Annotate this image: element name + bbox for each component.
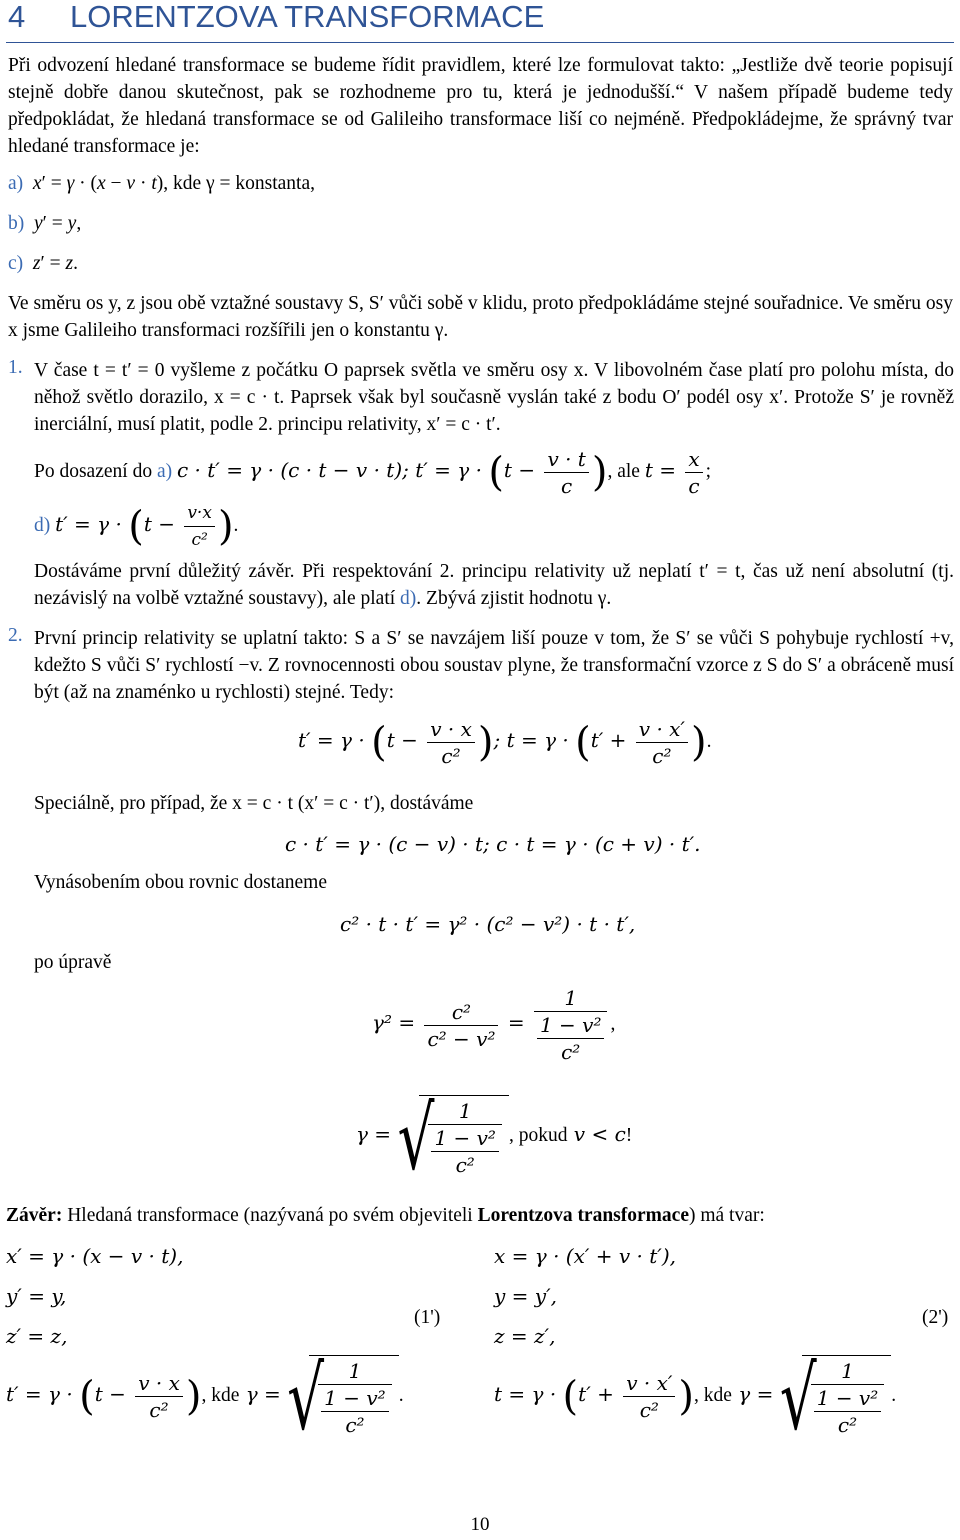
after-text: po úpravě <box>34 952 112 973</box>
conclusion1-text1: Dostáváme první důležitý závěr. Při respektování 2. principu relativity už neplatí t′ = t, čas už není absolutní (tj. nezávislý na volbě vztažné soustavy), ale platí <box>34 561 954 609</box>
item-d-label: d) <box>34 514 51 536</box>
item-c-label: c) <box>8 253 24 274</box>
eq-tag-2: (2') <box>922 1307 949 1328</box>
lorentz-t-prime: t′ = γ · (t − $\frac{v \cdot x}{\text{c²}}$ ), kde γ = √ $\frac{1}{\frac{\text{1 − v²}}{\text{c²}}}$ . <box>6 1347 404 1450</box>
item-b-label: b) <box>8 213 25 234</box>
item-c <box>8 253 78 275</box>
special-case-text: Speciálně, pro případ, že x = c · t (x′ = c · t′), dostáváme <box>34 793 474 814</box>
conclusion1-text2: . Zbývá zjistit hodnotu γ. <box>416 588 612 609</box>
subst-but: , ale <box>607 460 640 482</box>
axes-paragraph: Ve směru os y, z jsou obě vztažné soustavy S, S′ vůči sobě v klidu, proto předpokládáme stejné souřadnice. Ve směru osy x jsme Galileiho transformaci rozšířili jen o konstantu γ. <box>8 293 953 341</box>
lorentz-y-prime: y′ = y, <box>6 1284 67 1308</box>
chapter-title: LORENTZOVA TRANSFORMACE <box>70 0 545 34</box>
lorentz-x: x = γ · (x′ + v · t′), <box>494 1244 676 1268</box>
equation-gamma: γ = √ $\frac{1}{\frac{\text{1 − v²}}{\text{c²}}}$ , pokud v < c! <box>356 1087 633 1190</box>
equation-ct: c · t′ = γ · (c − v) · t; c · t = γ · (c + v) · t′. <box>285 832 701 856</box>
item-c-formula: z′ = z. <box>32 253 78 274</box>
intro-paragraph: Při odvození hledané transformace se budeme řídit pravidlem, které lze formulovat takto: „Jestliže dvě teorie popisují stejně dobře danou skutečnost, pak se rozhodneme pro tu, která je jednodušší.“ V našem případě budeme tedy předpokládat, že hledaná transformace se od Galileiho transformace liší co nejméně. Předpokládejme, že správný tvar hledané transformace je: <box>8 55 953 157</box>
kde-1: , kde <box>201 1384 240 1406</box>
eq-tag-1: (1') <box>414 1307 441 1328</box>
page-number: 10 <box>470 1514 490 1535</box>
step2-number: 2. <box>8 625 23 646</box>
substitution-line: Po dosazení do a) c · t′ = γ · (c · t − v · t); t′ = γ · (t − $\frac{v \cdot t}{c}$ ), ale t = $\frac{x}{c}$ ; <box>34 447 712 498</box>
subst-eq1: c · t′ = γ · (c · t − v · t); t′ = γ · <box>176 457 489 482</box>
conclusion1-ref: d) <box>400 588 417 609</box>
equation-product: c² · t · t′ = γ² · (c² − v²) · t · t′, <box>340 912 636 936</box>
lorentz-z-prime: z′ = z, <box>6 1324 68 1348</box>
multiply-text: Vynásobením obou rovnic dostaneme <box>34 872 327 893</box>
subst-prefix: Po dosazení do <box>34 460 153 482</box>
lorentz-y: y = y′, <box>494 1284 557 1308</box>
item-a <box>8 173 315 195</box>
final-name: Lorentzova transformace <box>477 1205 689 1226</box>
final-text2: ) má tvar: <box>688 1205 765 1226</box>
step1-text: V čase t = t′ = 0 vyšleme z počátku O paprsek světla ve směru osy x. V libovolném čase platí pro polohu místa, do něhož světlo dorazilo, x = c · t. Paprsek však byl současně vyslán také z bodu O′ podél osy x′. Protože S′ je rovněž inerciální, musí platit, podle 2. principu relativity, x′ = c · t′. <box>34 360 954 435</box>
item-a-formula: x′ = γ · (x − v · t) <box>32 173 164 194</box>
kde-2: , kde <box>694 1384 732 1406</box>
final-text1: Hledaná transformace (nazývaná po svém objeviteli <box>62 1205 478 1226</box>
lorentz-x-prime: x′ = γ · (x − v · t), <box>6 1244 184 1268</box>
chapter-number: 4 <box>8 0 26 34</box>
item-d: d) t′ = γ · (t − $\frac{v\cdot x}{\text{c²}}$ ). <box>34 500 238 553</box>
gamma-cond: , pokud <box>508 1124 568 1146</box>
item-b <box>8 213 81 235</box>
final-conclusion-text <box>6 1205 765 1227</box>
item-a-label: a) <box>8 173 24 194</box>
equation-gamma-squared: γ² = $\frac{\text{c²}}{\text{c² − v²}}$ = $\frac{1}{\frac{\text{1 − v²}}{\text{c²}}}$ , <box>372 986 616 1064</box>
item-a-text: , kde γ = konstanta, <box>163 173 316 194</box>
item-b-formula: y′ = y, <box>34 213 82 234</box>
chapter-heading <box>6 0 954 43</box>
conclusion1-paragraph <box>34 558 954 612</box>
step1-number: 1. <box>8 357 23 378</box>
lorentz-t: t = γ · (t′ + $\frac{v \cdot x'}{\text{c²}}$ ), kde γ = √ $\frac{1}{\frac{\text{1 − v²}}{\text{c²}}}$ . <box>494 1347 897 1450</box>
equation-t-prime: t′ = γ · (t − $\frac{v \cdot x}{\text{c²}}$ ); t = γ · (t′ + $\frac{v \cdot x'}{\text{c²}}$ ). <box>298 717 712 768</box>
step2-text: První princip relativity se uplatní takto: S a S′ se navzájem liší pouze v tom, že S′ se vůči S pohybuje rychlostí +v, kdežto S vůči S′ rychlostí −v. Z rovnocennosti obou soustav plyne, že transformační vzorce z S do S′ a obráceně musí být (až na znaménko u rychlosti) stejné. Tedy: <box>34 628 954 703</box>
final-label: Závěr: <box>6 1205 63 1226</box>
subst-ref: a) <box>156 460 173 482</box>
lorentz-z: z = z′, <box>494 1324 556 1348</box>
